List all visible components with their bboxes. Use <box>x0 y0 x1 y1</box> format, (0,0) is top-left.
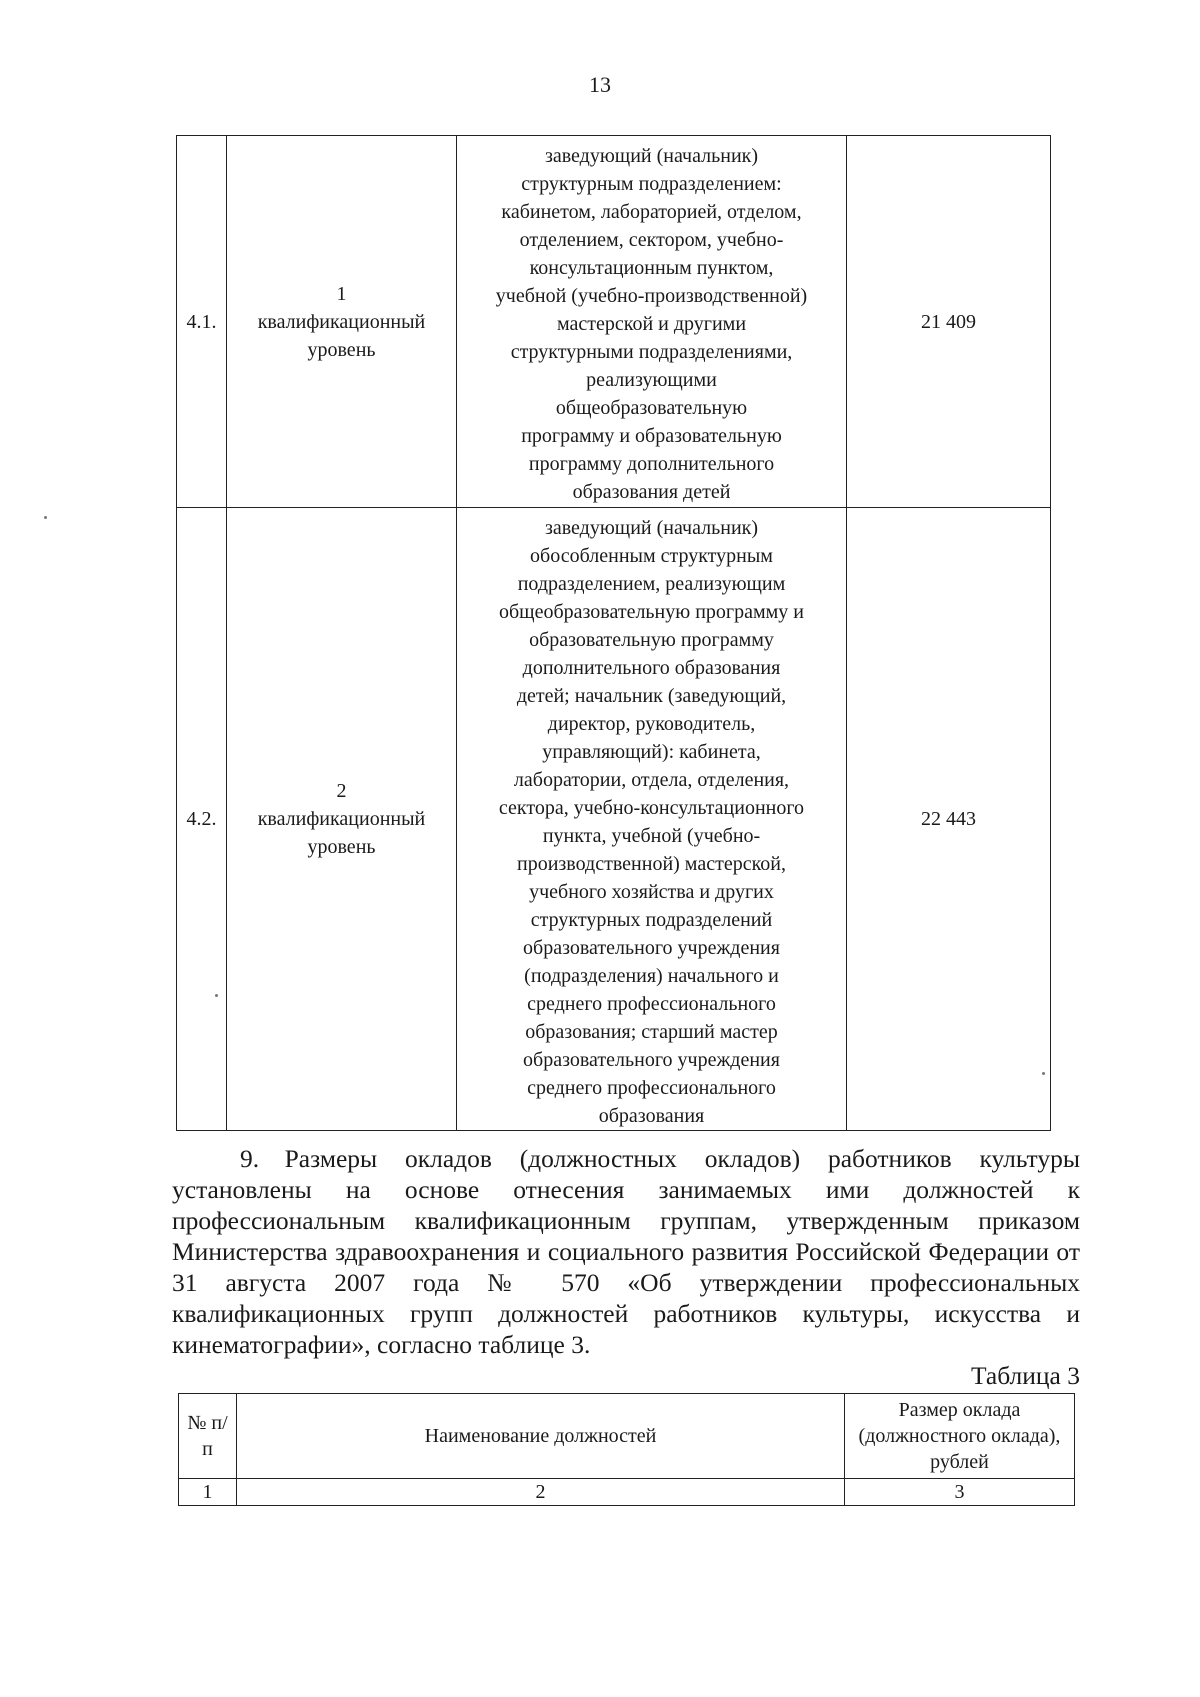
description-line: директор, руководитель, <box>547 713 756 735</box>
scan-speck <box>1042 1072 1045 1075</box>
level-number: 2 <box>336 780 347 802</box>
description-line: структурными подразделениями, <box>510 341 793 363</box>
description-line: заведующий (начальник) <box>544 517 759 539</box>
description-line: заведующий (начальник) <box>544 145 759 167</box>
description-line: образовательную программу <box>529 629 774 651</box>
description-line: управляющий): кабинета, <box>542 741 761 763</box>
description-line: учебного хозяйства и других <box>529 881 774 903</box>
description-line: образования детей <box>572 481 731 503</box>
description-line: учебной (учебно-производственной) <box>495 285 808 307</box>
description-line: мастерской и другими <box>556 313 747 335</box>
salary-value: 21 409 <box>847 136 1051 508</box>
description-line: лаборатории, отдела, отделения, <box>513 769 790 791</box>
description-line: отделением, сектором, учебно- <box>519 229 784 251</box>
description-line: образовательного учреждения <box>523 937 780 959</box>
description-line: образования; старший мастер <box>525 1021 778 1043</box>
table-row <box>177 508 1051 1131</box>
description-line: дополнительного образования <box>522 657 781 679</box>
table-header-row <box>179 1394 1075 1479</box>
scan-speck <box>44 516 47 519</box>
description-line: консультационным пунктом, <box>529 257 774 279</box>
paragraph-9: 9. Размеры окладов (должностных окладов) работников культуры установлены на основе отнесения занимаемых ими должностей к профессиональным квалификационным группам, утвержденным приказом Министерства здравоохранения и социального развития Российской Федерации от 31 августа 2007 года № 570 «Об утверждении профессиональных квалификационных групп должностей работников культуры, искусства и кинематографии», согласно таблице 3. <box>172 1144 1080 1359</box>
row-number: 4.2. <box>177 508 227 1131</box>
level-number: 1 <box>336 282 347 305</box>
description-line: (подразделения) начального и <box>524 965 779 987</box>
description-line: среднего профессионального <box>527 993 776 1015</box>
table-3 <box>178 1393 1075 1506</box>
position-description-cell <box>457 136 847 508</box>
description-line: образовательного учреждения <box>523 1049 780 1071</box>
salary-table-4 <box>176 135 1051 1131</box>
description-line: общеобразовательную <box>555 397 748 419</box>
qualification-level-cell <box>227 136 457 508</box>
description-line: детей; начальник (заведующий, <box>516 685 787 707</box>
level-text: квалификационный уровень <box>257 808 426 858</box>
table-caption: Таблица 3 <box>970 1361 1080 1390</box>
column-index-row <box>179 1479 1075 1506</box>
description-line: обособленным структурным <box>530 545 773 567</box>
header-salary: Размер оклада (должностного оклада), рублей <box>845 1394 1075 1479</box>
qualification-level-cell <box>227 508 457 1131</box>
position-description-cell <box>457 508 847 1131</box>
description-line: программу дополнительного <box>528 453 775 475</box>
column-index: 1 <box>179 1479 237 1506</box>
header-number: № п/п <box>179 1394 237 1479</box>
column-index: 2 <box>237 1479 845 1506</box>
description-line: программу и образовательную <box>521 425 782 447</box>
row-number: 4.1. <box>177 136 227 508</box>
description-line: реализующими <box>586 369 717 391</box>
scan-speck <box>215 994 218 997</box>
description-line: структурным подразделением: <box>521 173 782 195</box>
description-line: общеобразовательную программу и <box>499 601 804 623</box>
description-line: кабинетом, лабораторией, отделом, <box>501 201 802 223</box>
column-index: 3 <box>845 1479 1075 1506</box>
description-line: сектора, учебно-консультационного <box>498 797 805 819</box>
description-line: подразделением, реализующим <box>517 573 786 595</box>
description-line: образования <box>598 1105 705 1127</box>
description-line: пункта, учебной (учебно- <box>542 825 761 847</box>
description-line: производственной) мастерской, <box>517 853 786 875</box>
description-line: структурных подразделений <box>530 909 773 931</box>
salary-value: 22 443 <box>847 508 1051 1131</box>
level-text: квалификационный уровень <box>257 310 426 361</box>
description-line: среднего профессионального <box>527 1077 776 1099</box>
header-position-name: Наименование должностей <box>237 1394 845 1479</box>
page-number: 13 <box>589 72 611 97</box>
table-row <box>177 136 1051 508</box>
